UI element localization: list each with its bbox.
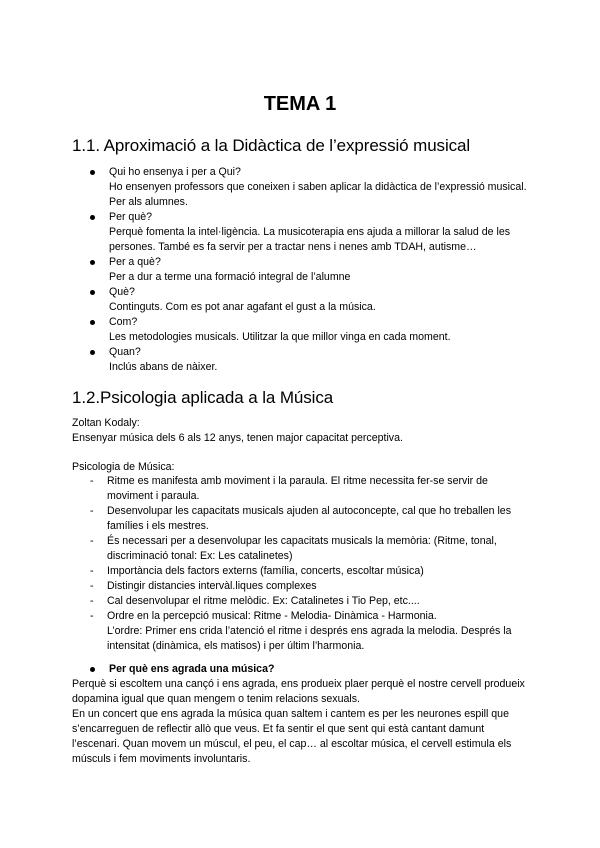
answer-block	[72, 677, 528, 767]
list-item	[90, 345, 530, 375]
bullet-icon	[90, 215, 95, 220]
bullet-icon	[90, 290, 95, 295]
answer-text: Ho ensenyen professors que coneixen i saben aplicar la didàctica de l’expressió musical. Per als alumnes.	[109, 181, 527, 208]
list-item	[90, 285, 530, 315]
list-item: - Distingir distancies intervàl.liques complexes	[90, 580, 317, 592]
list-item	[90, 662, 530, 677]
answer-text: Per a dur a terme una formació integral de l’alumne	[109, 271, 351, 283]
answer-text: Continguts. Com es pot anar agafant el gust a la música.	[109, 301, 376, 313]
point-text: Cal desenvolupar el ritme melòdic. Ex: Catalinetes i Tio Pep, etc....	[107, 595, 420, 607]
question-text: Què?	[109, 286, 135, 298]
psychology-list	[90, 474, 530, 654]
list-item: - Cal desenvolupar el ritme melòdic. Ex: Catalinetes i Tio Pep, etc....	[90, 595, 420, 607]
kodaly-block	[72, 416, 528, 446]
list-item: - Ordre en la percepció musical: Ritme - Melodia- Dinàmica - Harmonia. L’ordre: Primer ens crida l’atenció el ritme i després ens agrada la melodia. Després la intensitat (dinàmica, els matisos) i per últim l’harmonia.	[90, 609, 530, 654]
list-item: - Desenvolupar les capacitats musicals ajuden al autoconcepte, cal que ho treballen les famílies i els mestres.	[90, 505, 511, 532]
point-text: Distingir distancies intervàl.liques complexes	[107, 580, 317, 592]
answer-paragraph: En un concert que ens agrada la música quan saltem i cantem es per les neurones espill que s’encarreguen de reflectir allò que veus. Et fa sentir el que sent qui està cantant damunt l’escenari. Quan movem un múscul, el peu, el cap… al escoltar música, el cervell estimula els músculs i fem moviments involuntaris.	[72, 708, 512, 765]
point-text: Ritme es manifesta amb moviment i la paraula. El ritme necessita fer-se servir de moviment i paraula.	[107, 475, 488, 502]
section-1-heading: 1.1. Aproximació a la Didàctica de l’expressió musical	[72, 136, 471, 155]
question-text: Qui ho ensenya i per a Qui?	[109, 166, 241, 178]
kodaly-text: Ensenyar música dels 6 als 12 anys, tenen major capacitat perceptiva.	[72, 432, 403, 444]
answer-text: Inclús abans de nàixer.	[109, 361, 218, 373]
question-heading: Per què ens agrada una música?	[109, 663, 275, 675]
point-text: Ordre en la percepció musical: Ritme - Melodia- Dinàmica - Harmonia.	[107, 610, 437, 622]
answer-text: Les metodologies musicals. Utilitzar la que millor vinga en cada moment.	[109, 331, 451, 343]
point-text: És necessari per a desenvolupar les capacitats musicals la memòria: (Ritme, tonal, discriminació tonal: Ex: Les catalinetes)	[107, 535, 497, 562]
answer-text: Perquè fomenta la intel·ligència. La musicoterapia ens ajuda a millorar la salud de les persones. També es fa servir per a tractar nens i nenes amb TDAH, autisme…	[109, 226, 511, 253]
section-1-list	[90, 165, 530, 375]
point-text: Desenvolupar les capacitats musicals ajuden al autoconcepte, cal que ho treballen les famílies i els mestres.	[107, 505, 511, 532]
bullet-icon	[90, 170, 95, 175]
psychology-label: Psicologia de Música:	[72, 461, 175, 473]
question-text: Quan?	[109, 346, 141, 358]
bullet-icon	[90, 260, 95, 265]
list-item	[90, 315, 530, 345]
list-item	[90, 255, 530, 285]
page-title: TEMA 1	[263, 93, 337, 115]
list-item	[90, 165, 530, 210]
list-item: - Ritme es manifesta amb moviment i la paraula. El ritme necessita fer-se servir de moviment i paraula.	[90, 475, 488, 502]
bullet-icon	[90, 320, 95, 325]
question-text: Com?	[109, 316, 138, 328]
bullet-icon	[90, 350, 95, 355]
question-text: Per a què?	[109, 256, 161, 268]
kodaly-label: Zoltan Kodaly:	[72, 417, 140, 429]
section-2-heading: 1.2.Psicologia aplicada a la Música	[72, 388, 334, 407]
point-text: Importància dels factors externs (família, concerts, escoltar música)	[107, 565, 424, 577]
list-item	[90, 210, 530, 255]
question-list	[90, 662, 530, 677]
list-item: - Importància dels factors externs (família, concerts, escoltar música)	[90, 565, 424, 577]
answer-paragraph: Perquè si escoltem una cançó i ens agrada, ens produeix plaer perquè el nostre cervell produeix dopamina igual que quan mengem o tenim relacions sexuals.	[72, 678, 525, 705]
list-item: - És necessari per a desenvolupar les capacitats musicals la memòria: (Ritme, tonal, discriminació tonal: Ex: Les catalinetes)	[90, 535, 497, 562]
order-note: L’ordre: Primer ens crida l’atenció el ritme i després ens agrada la melodia. Després la intensitat (dinàmica, els matisos) i per últim l’harmonia.	[107, 625, 512, 652]
question-text: Per què?	[109, 211, 152, 223]
bullet-icon	[90, 667, 95, 672]
